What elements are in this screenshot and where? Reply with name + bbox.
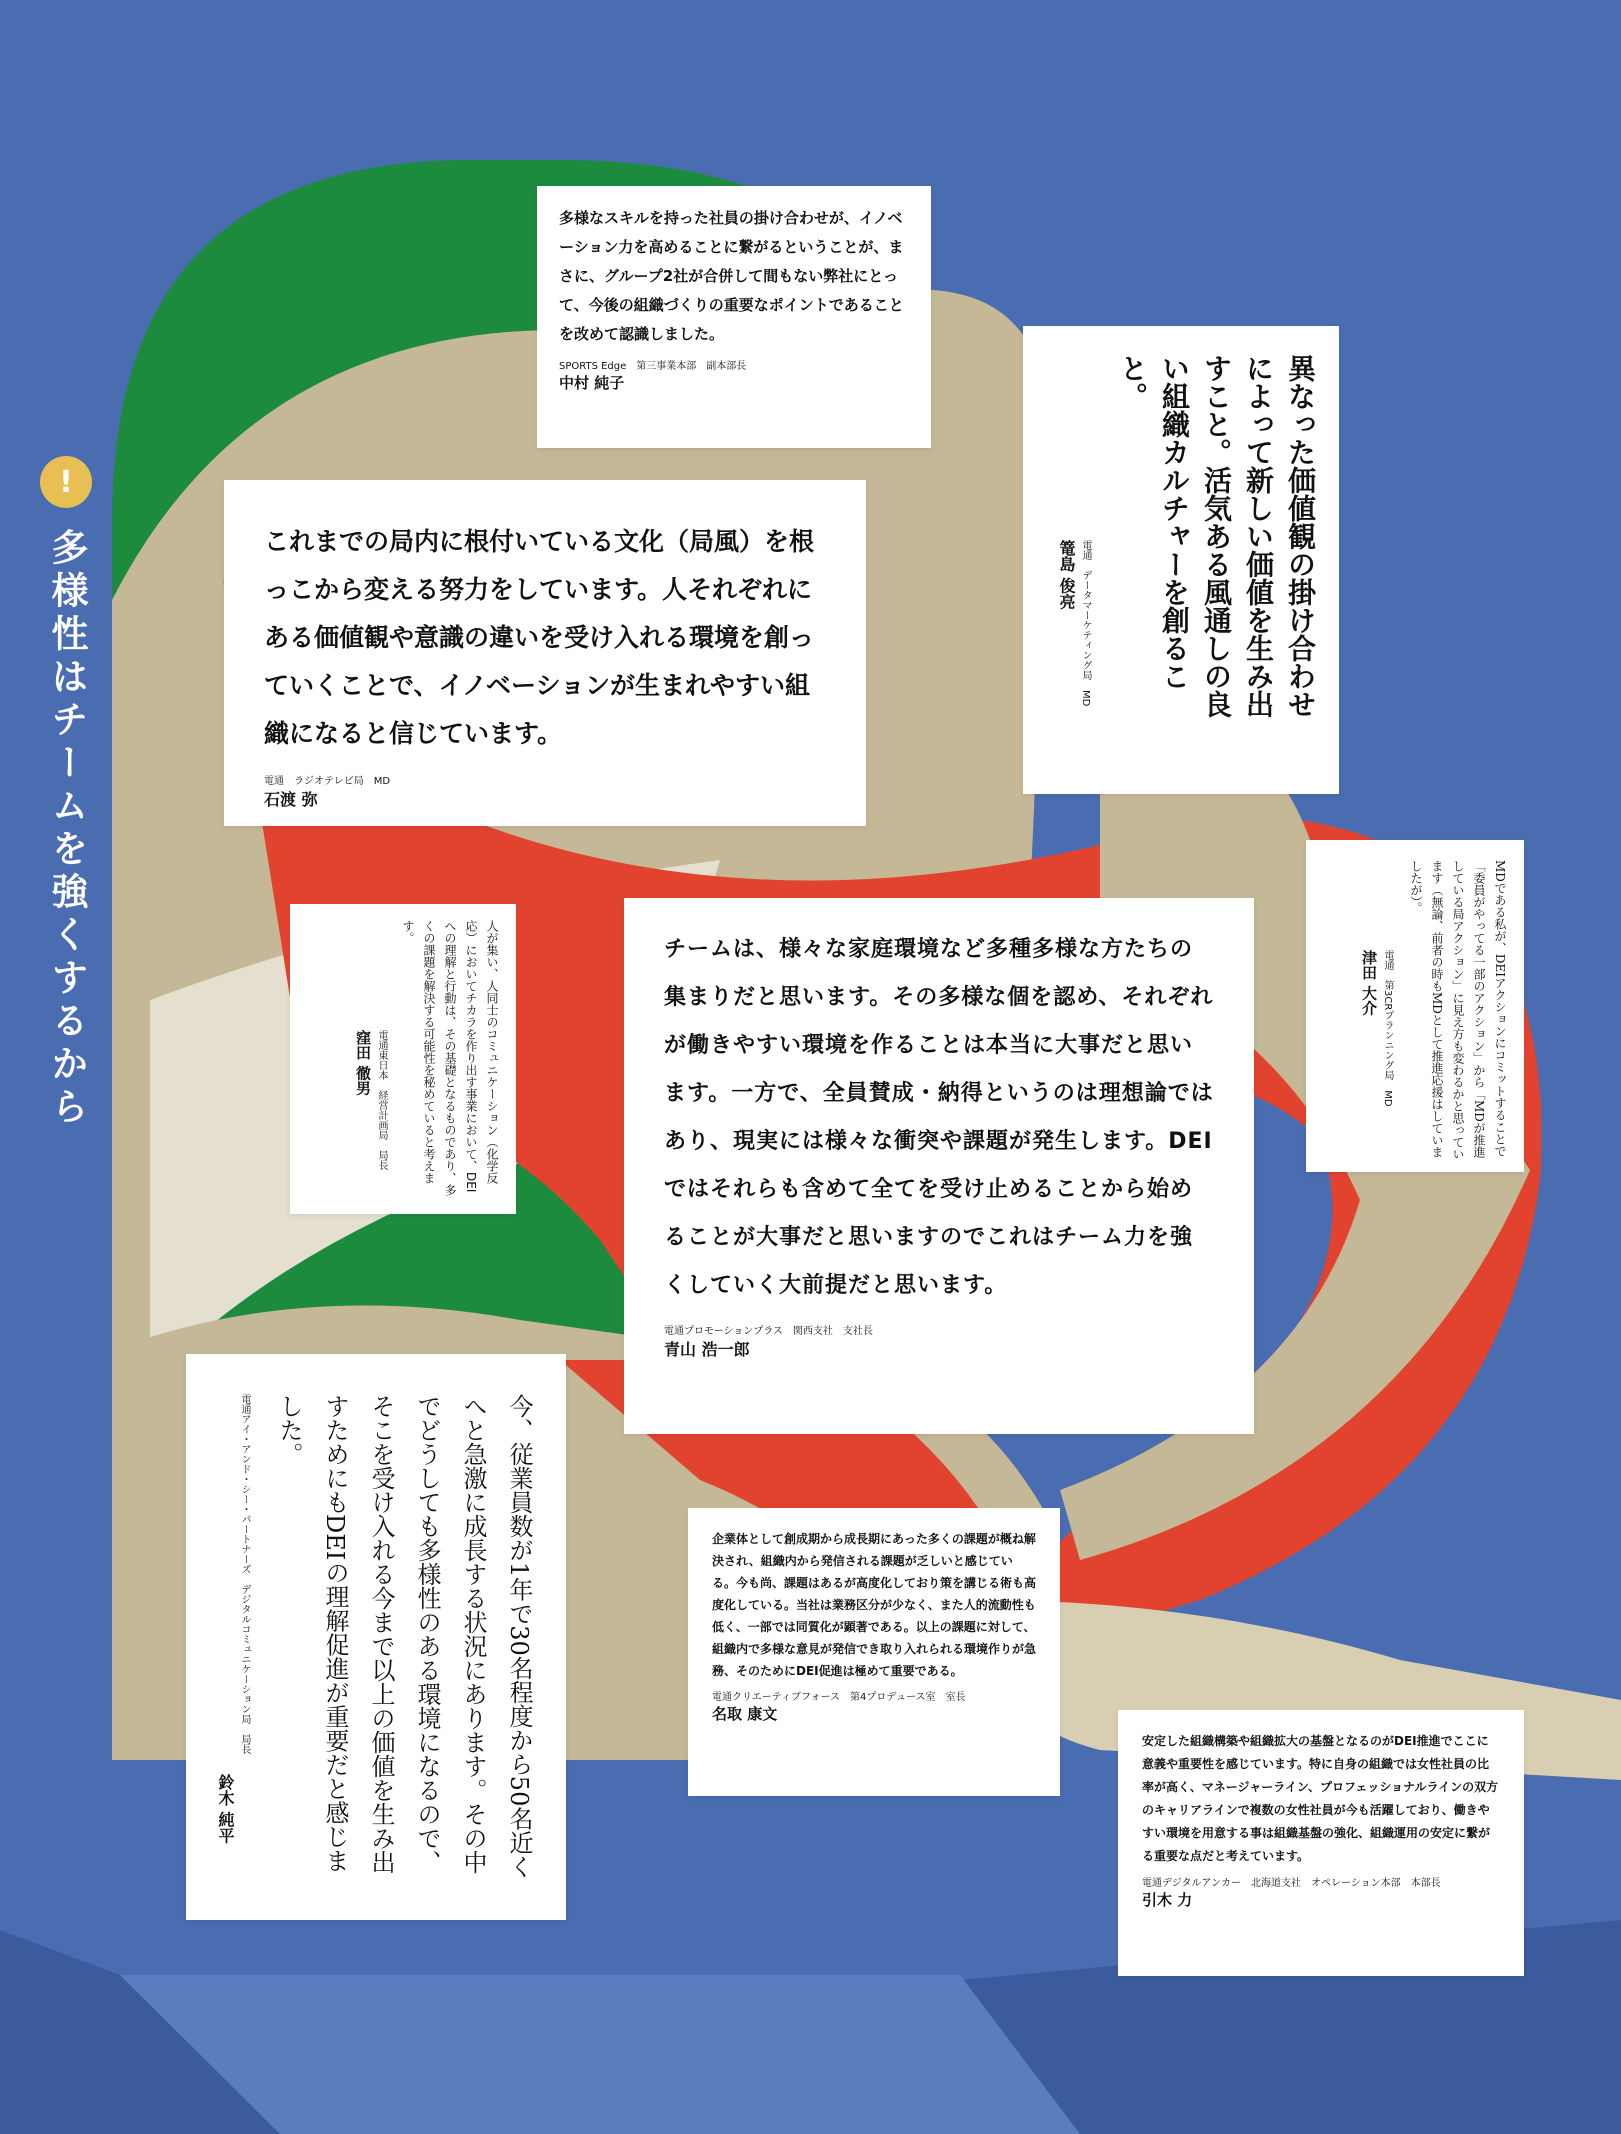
quote-card-hikiki xyxy=(1118,1710,1524,1976)
bottom-light-band xyxy=(120,1975,1080,2134)
quote-name: 津田 大介 xyxy=(1360,950,1378,1016)
quote-org: 電通 第3CRプランニング局 MD xyxy=(1382,950,1393,1107)
quote-text: チームは、様々な家庭環境など多種多様な方たちの集まりだと思います。その多様な個を認め、それぞれが働きやすい環境を作ることは本当に大事だと思います。一方で、全員賛成・納得というのは理想論ではあり、現実には様々な衝突や課題が発生します。DEIではそれらも含めて全てを受け止めることから始めることが大事だと思いますのでこれはチーム力を強くしていく大前提だと思います。 xyxy=(664,937,1214,1298)
quote-card-tsuda xyxy=(1306,840,1524,1172)
quote-text: 異なった価値観の掛け合わせによって新しい価値を生み出すこと。活気ある風通しの良い組織カルチャーを創ること。 xyxy=(1116,354,1317,718)
quote-name: 中村 純子 xyxy=(559,374,625,392)
quote-text: 企業体として創成期から成長期にあった多くの課題が概ね解決され、組織内から発信される課題が乏しいと感じている。今も尚、課題はあるが高度化しており策を講じる術も高度化している。当社は業務区分が少なく、また人的流動性も低く、一部では同質化が顕著である。以上の課題に対して、組織内で多様な意見が発信でき取り入れられる環境作りが急務、そのためにDEI促進は極めて重要である。 xyxy=(712,1532,1037,1678)
quote-name: 鈴木 純平 xyxy=(216,1774,235,1844)
quote-text: 安定した組織構築や組織拡大の基盤となるのがDEI推進でここに意義や重要性を感じています。特に自身の組織では女性社員の比率が高く、マネージャーライン、プロフェッショナルラインの双方のキャリアラインで複数の女性社員が今も活躍しており、働きやすい環境を用意する事は組織基盤の強化、組織運用の安定に繋がる重要な点だと考えています。 xyxy=(1142,1734,1499,1863)
quote-name: 窪田 徹男 xyxy=(354,1030,372,1096)
quote-name: 名取 康文 xyxy=(712,1705,778,1723)
quote-text: これまでの局内に根付いている文化（局風）を根っこから変える努力をしています。人それぞれにある価値観や意識の違いを受け入れる環境を創っていくことで、イノベーションが生まれやすい組織になると信じています。 xyxy=(264,527,815,748)
quote-name: 引木 力 xyxy=(1142,1891,1193,1909)
quote-text: MDである私が、DEIアクションにコミットすることで「委員がやってる一部のアクション」から「MDが推進している局アクション」に見え方も変わるかと思っています（無論、前者の時もMDとして推進応援はしていましたが）。 xyxy=(1409,860,1507,1160)
quote-card-ishiwatari xyxy=(224,480,866,826)
quote-org: 電通東日本 経営計画局 局長 xyxy=(376,1030,387,1170)
quote-org: SPORTS Edge 第三事業本部 副本部長 xyxy=(559,361,747,372)
quote-card-kubota xyxy=(290,904,516,1214)
quote-org: 電通 ラジオテレビ局 MD xyxy=(264,776,391,787)
quote-card-aoyama xyxy=(624,898,1254,1434)
quote-org: 電通デジタルアンカー 北海道支社 オペレーション本部 本部長 xyxy=(1142,1878,1441,1889)
quote-card-nakamura xyxy=(537,186,931,448)
quote-card-kagoshima xyxy=(1023,326,1339,794)
quote-org: 電通 データマーケティング局 MD xyxy=(1080,540,1091,707)
quote-text: 多様なスキルを持った社員の掛け合わせが、イノベーション力を高めることに繋がるということが、まさに、グループ2社が合併して間もない弊社にとって、今後の組織づくりの重要なポイントであることを改めて認識しました。 xyxy=(559,209,904,343)
quote-org: 電通プロモーションプラス 関西支社 支社長 xyxy=(664,1326,873,1337)
quote-name: 青山 浩一郎 xyxy=(664,1340,750,1359)
quote-card-natori xyxy=(688,1508,1060,1796)
quote-name: 篭島 俊亮 xyxy=(1057,540,1076,610)
quote-text: 今、従業員数が1年で30名程度から50名近くへと急激に成長する状況にあります。その中でどうしても多様性のある環境になるので、そこを受け入れる今まで以上の価値を生み出すためにもDEIの理解促進が重要だと感じました。 xyxy=(275,1394,533,1879)
quote-org: 電通アイ・アンド・シー・パートナーズ デジタルコミュニケーション局 局長 xyxy=(239,1394,250,1754)
quote-org: 電通クリエーティブフォース 第4プロデュース室 室長 xyxy=(712,1692,966,1703)
quote-text: 人が集い、人同士のコミュニケーション（化学反応）においてチカラを作り出す事業において、DEIへの理解と行動は、その基礎となるものであり、多くの課題を解決する可能性を秘めていると考えます。 xyxy=(401,920,499,1196)
section-badge: ! xyxy=(40,456,92,508)
quote-card-suzuki xyxy=(186,1354,566,1920)
quote-name: 石渡 弥 xyxy=(264,790,318,809)
section-title: 多様性はチームを強くするから xyxy=(45,528,88,1130)
